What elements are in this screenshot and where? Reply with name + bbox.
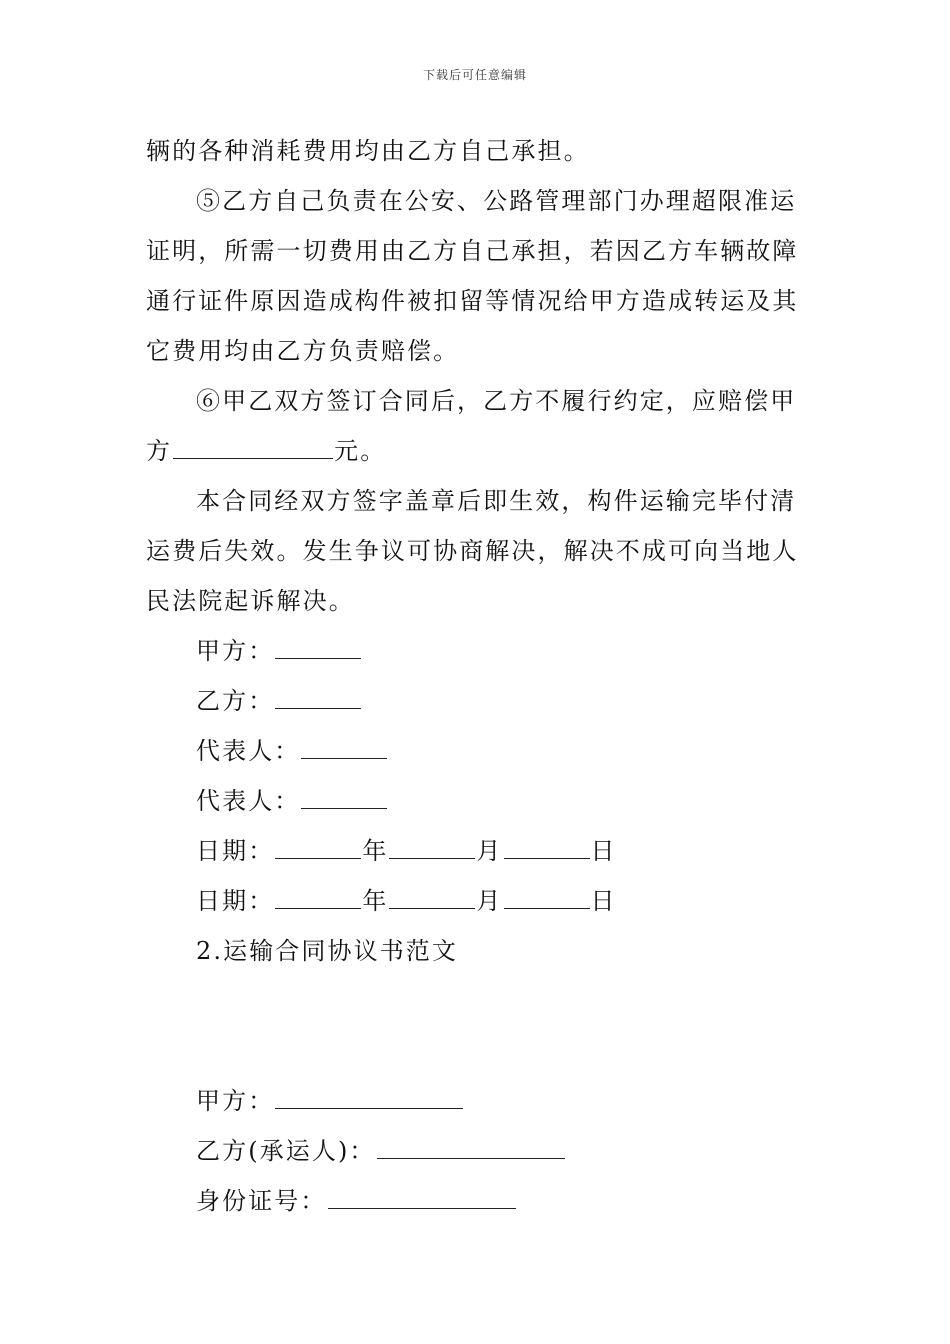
signature-party-a	[146, 626, 806, 676]
paragraph-clause-5: ⑤乙方自己负责在公安、公路管理部门办理超限准运证明，所需一切费用由乙方自己承担，若因乙方车辆故障通行证件原因造成构件被扣留等情况给甲方造成转运及其它费用均由乙方负责赔偿。	[146, 187, 799, 365]
party-a-label: 甲方：	[196, 637, 275, 665]
section-2-id-number	[146, 1176, 806, 1226]
section-2-party-a-blank[interactable]	[275, 1078, 463, 1109]
date-2-year-label: 年	[362, 887, 389, 915]
representative-1-blank[interactable]	[301, 728, 387, 759]
party-a-blank[interactable]	[275, 628, 361, 659]
date-2-day-label: 日	[590, 887, 617, 915]
date-1-label: 日期：	[196, 837, 275, 865]
signature-party-b	[146, 676, 806, 726]
section-2-heading: 2.运输合同协议书范文	[196, 937, 458, 965]
representative-2-blank[interactable]	[301, 778, 387, 809]
date-2-month-blank[interactable]	[389, 878, 475, 909]
representative-1-label: 代表人：	[196, 737, 301, 765]
compensation-amount-blank[interactable]	[173, 428, 333, 459]
signature-date-2	[146, 876, 806, 926]
party-b-label: 乙方：	[196, 687, 275, 715]
date-1-month-blank[interactable]	[389, 828, 475, 859]
date-1-year-blank[interactable]	[275, 828, 361, 859]
section-2-party-b-blank[interactable]	[377, 1128, 565, 1159]
date-1-year-label: 年	[362, 837, 389, 865]
signature-representative-2	[146, 776, 806, 826]
section-2-party-b-label: 乙方(承运人)：	[196, 1137, 376, 1165]
section-2-party-b	[146, 1126, 806, 1176]
section-spacer	[146, 976, 806, 1076]
date-2-day-blank[interactable]	[504, 878, 590, 909]
clause-6-unit: 元。	[334, 437, 387, 465]
date-1-month-label: 月	[476, 837, 503, 865]
section-2-id-number-label: 身份证号：	[196, 1187, 327, 1215]
signature-date-1	[146, 826, 806, 876]
date-2-year-blank[interactable]	[275, 878, 361, 909]
party-b-blank[interactable]	[275, 678, 361, 709]
signature-representative-1	[146, 726, 806, 776]
clause-6-text: ⑥甲乙双方签订合同后，乙方不履行约定，应赔偿甲方	[146, 387, 797, 465]
date-1-day-label: 日	[590, 837, 617, 865]
document-body	[146, 126, 806, 1226]
paragraph-consumption-costs: 辆的各种消耗费用均由乙方自己承担。	[146, 137, 590, 165]
paragraph-clause-6	[146, 376, 806, 476]
date-1-day-blank[interactable]	[504, 828, 590, 859]
date-2-label: 日期：	[196, 887, 275, 915]
representative-2-label: 代表人：	[196, 787, 301, 815]
page-header-note: 下载后可任意编辑	[422, 68, 527, 82]
paragraph-effectiveness: 本合同经双方签字盖章后即生效，构件运输完毕付清运费后失效。发生争议可协商解决，解决不成可向当地人民法院起诉解决。	[146, 487, 799, 615]
section-2-party-a	[146, 1076, 806, 1126]
date-2-month-label: 月	[476, 887, 503, 915]
section-2-id-number-blank[interactable]	[328, 1178, 516, 1209]
section-2-party-a-label: 甲方：	[196, 1087, 275, 1115]
